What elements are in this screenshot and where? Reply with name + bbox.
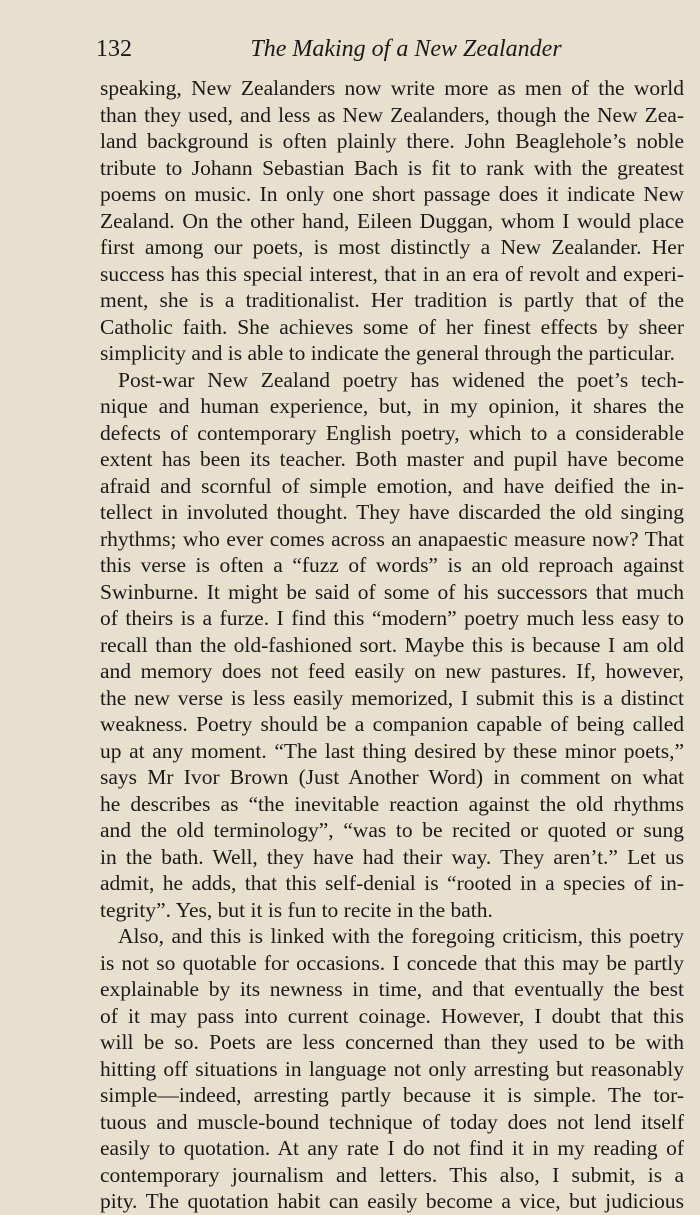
text-line: this verse is often a “fuzz of words” is an old reproach against xyxy=(100,553,684,577)
text-line: simplicity and is able to indicate the general through the particular. xyxy=(100,341,675,365)
text-line: of it may pass into current coinage. However, I doubt that this xyxy=(100,1003,684,1028)
text-line: land background is often plainly there. John Beaglehole’s noble xyxy=(100,129,684,153)
text-line: defects of contemporary English poetry, which to a considerable xyxy=(100,420,684,445)
book-title: The Making of a New Zealander xyxy=(250,36,562,62)
text-line: easily to quotation. At any rate I do not find it in my reading of xyxy=(100,1136,684,1160)
text-line: rhythms; who ever comes across an anapaestic measure now? That xyxy=(100,526,684,551)
text-line: and memory does not feed easily on new pastures. If, however, xyxy=(100,659,684,683)
text-line: first among our poets, is most distinctly a New Zealander. Her xyxy=(100,235,684,259)
text-line: tuous and muscle-bound technique of today does not lend itself xyxy=(100,1109,684,1134)
text-line: admit, he adds, that this self-denial is “rooted in a species of in- xyxy=(100,871,684,895)
body-text xyxy=(100,75,684,1215)
text-line: tellect in involuted thought. They have discarded the old singing xyxy=(100,500,684,524)
text-line: Zealand. On the other hand, Eileen Duggan, whom I would place xyxy=(100,208,684,233)
text-line: says Mr Ivor Brown (Just Another Word) in comment on what xyxy=(100,765,684,789)
text-line: hitting off situations in language not only arresting but reasonably xyxy=(100,1056,684,1081)
text-line: he describes as “the inevitable reaction against the old rhythms xyxy=(100,791,684,816)
text-line: Swinburne. It might be said of some of his successors that much xyxy=(100,579,684,604)
text-line: of theirs is a furze. I find this “modern” poetry much less easy to xyxy=(100,606,684,630)
text-line: success has this special interest, that in an era of revolt and experi- xyxy=(100,261,684,286)
text-line: extent has been its teacher. Both master and pupil have become xyxy=(100,447,684,471)
text-line: will be so. Poets are less concerned than they used to be with xyxy=(100,1030,684,1054)
text-line: recall than the old-fashioned sort. Maybe this is because I am old xyxy=(100,632,684,657)
text-line: Also, and this is linked with the foregoing criticism, this poetry xyxy=(118,924,684,948)
text-line: is not so quotable for occasions. I concede that this may be partly xyxy=(100,950,684,975)
running-head xyxy=(96,36,686,70)
text-line: afraid and scornful of simple emotion, and have deified the in- xyxy=(100,473,684,498)
text-line: Catholic faith. She achieves some of her finest effects by sheer xyxy=(100,314,684,339)
text-line: pity. The quotation habit can easily become a vice, but judicious xyxy=(100,1189,684,1213)
text-line: than they used, and less as New Zealanders, though the New Zea- xyxy=(100,102,684,127)
text-line: in the bath. Well, they have had their way. They aren’t.” Let us xyxy=(100,844,684,869)
text-line: up at any moment. “The last thing desired by these minor poets,” xyxy=(100,738,684,763)
text-line: tribute to Johann Sebastian Bach is fit to rank with the greatest xyxy=(100,155,684,180)
text-line: tegrity”. Yes, but it is fun to recite in the bath. xyxy=(100,897,493,922)
text-line: Post-war New Zealand poetry has widened the poet’s tech- xyxy=(118,367,684,392)
text-line: weakness. Poetry should be a companion capable of being called xyxy=(100,712,684,736)
text-line: the new verse is less easily memorized, I submit this is a distinct xyxy=(100,685,684,710)
text-line: simple—indeed, arresting partly because it is simple. The tor- xyxy=(100,1083,684,1107)
text-line: explainable by its newness in time, and that eventually the best xyxy=(100,977,684,1001)
text-line: nique and human experience, but, in my opinion, it shares the xyxy=(100,394,684,418)
text-line: poems on music. In only one short passage does it indicate New xyxy=(100,182,684,206)
page-number: 132 xyxy=(96,36,132,62)
text-line: ment, she is a traditionalist. Her tradition is partly that of the xyxy=(100,288,684,312)
text-line: speaking, New Zealanders now write more as men of the world xyxy=(100,76,684,100)
text-line: and the old terminology”, “was to be recited or quoted or sung xyxy=(100,818,684,842)
text-line: contemporary journalism and letters. This also, I submit, is a xyxy=(100,1162,684,1187)
